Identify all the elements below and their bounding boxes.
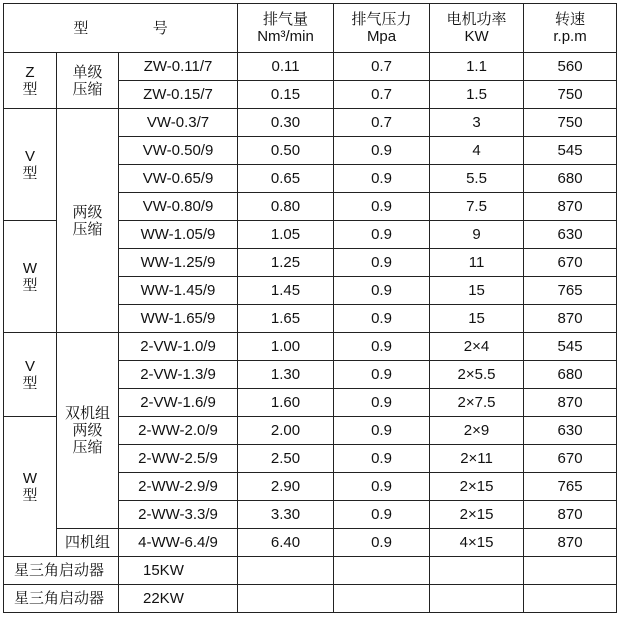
cell-model: 4-WW-6.4/9 [119,529,238,557]
cell-model: WW-1.05/9 [119,221,238,249]
cell-pressure: 0.7 [334,81,430,109]
header-row [4,4,617,53]
cell-pressure: 0.9 [334,165,430,193]
header-speed-line1: 转速 [555,11,586,28]
cell-displacement: 1.00 [238,333,334,361]
starter-power: 15KW [119,557,238,585]
cell-speed: 680 [524,165,617,193]
group-w-type-line1: W [22,259,38,277]
empty-cell [524,557,617,585]
header-type-label: 型 [73,19,89,37]
cell-model: VW-0.50/9 [119,137,238,165]
group-dual-two-stage-line1: 双机组 [64,405,110,422]
table-row [4,109,617,137]
group-v-type [4,109,57,221]
cell-power: 1.1 [430,53,524,81]
cell-speed: 560 [524,53,617,81]
cell-displacement: 0.11 [238,53,334,81]
starter-row [4,585,617,613]
group-dual-two-stage-line3: 压缩 [72,439,103,456]
empty-cell [238,557,334,585]
header-pressure-unit: Mpa [366,28,397,45]
cell-model: WW-1.65/9 [119,305,238,333]
header-power-unit: KW [464,28,489,45]
cell-displacement: 1.05 [238,221,334,249]
group-v-dual-type-line1: V [24,357,35,375]
group-w-dual-type [4,417,57,557]
group-w-type-line2: 型 [22,276,38,294]
cell-pressure: 0.9 [334,501,430,529]
cell-speed: 670 [524,249,617,277]
cell-power: 9 [430,221,524,249]
cell-pressure: 0.7 [334,53,430,81]
cell-model: 2-WW-2.5/9 [119,445,238,473]
cell-pressure: 0.9 [334,333,430,361]
cell-speed: 750 [524,109,617,137]
table-row [4,333,617,361]
cell-pressure: 0.9 [334,305,430,333]
cell-model: 2-VW-1.0/9 [119,333,238,361]
cell-power: 2×5.5 [430,361,524,389]
compressor-spec-table [3,3,617,613]
header-speed-unit: r.p.m [553,28,587,45]
cell-pressure: 0.9 [334,361,430,389]
empty-cell [238,585,334,613]
starter-row [4,557,617,585]
cell-model: 2-WW-2.0/9 [119,417,238,445]
cell-model: 2-VW-1.3/9 [119,361,238,389]
empty-cell [334,585,430,613]
cell-model: 2-VW-1.6/9 [119,389,238,417]
cell-speed: 870 [524,389,617,417]
starter-label: 星三角启动器 [4,557,119,585]
cell-displacement: 0.80 [238,193,334,221]
table-row [4,529,617,557]
cell-displacement: 1.65 [238,305,334,333]
cell-speed: 545 [524,137,617,165]
group-w-type [4,221,57,333]
header-displacement [238,4,334,53]
cell-model: VW-0.3/7 [119,109,238,137]
cell-displacement: 0.15 [238,81,334,109]
group-v-dual-type-line2: 型 [22,374,38,392]
group-z-type-line2: 型 [22,80,38,98]
cell-displacement: 2.90 [238,473,334,501]
empty-cell [524,585,617,613]
header-power-line1: 电机功率 [446,11,507,28]
empty-cell [430,557,524,585]
group-v-type-line1: V [24,147,35,165]
cell-displacement: 0.65 [238,165,334,193]
cell-speed: 870 [524,529,617,557]
group-two-stage [57,109,119,333]
cell-pressure: 0.9 [334,445,430,473]
cell-speed: 630 [524,417,617,445]
cell-pressure: 0.9 [334,193,430,221]
cell-model: WW-1.25/9 [119,249,238,277]
cell-power: 2×15 [430,473,524,501]
cell-model: ZW-0.15/7 [119,81,238,109]
empty-cell [430,585,524,613]
cell-power: 4×15 [430,529,524,557]
cell-displacement: 1.60 [238,389,334,417]
cell-model: 2-WW-3.3/9 [119,501,238,529]
cell-displacement: 1.30 [238,361,334,389]
header-model-label: 号 [152,19,168,37]
group-quad: 四机组 [57,529,119,557]
cell-speed: 870 [524,193,617,221]
group-single-stage-line2: 压缩 [72,80,103,98]
group-dual-two-stage [57,333,119,529]
cell-speed: 765 [524,277,617,305]
empty-cell [334,557,430,585]
cell-displacement: 0.30 [238,109,334,137]
cell-speed: 630 [524,221,617,249]
cell-speed: 750 [524,81,617,109]
cell-power: 2×4 [430,333,524,361]
cell-speed: 870 [524,501,617,529]
cell-model: ZW-0.11/7 [119,53,238,81]
cell-model: VW-0.80/9 [119,193,238,221]
starter-power: 22KW [119,585,238,613]
cell-speed: 680 [524,361,617,389]
cell-pressure: 0.9 [334,137,430,165]
table-row [4,53,617,81]
cell-displacement: 2.00 [238,417,334,445]
cell-displacement: 1.25 [238,249,334,277]
cell-power: 2×15 [430,501,524,529]
cell-power: 4 [430,137,524,165]
cell-power: 7.5 [430,193,524,221]
group-single-stage [57,53,119,109]
cell-model: WW-1.45/9 [119,277,238,305]
header-displacement-line1: 排气量 [263,11,309,28]
cell-power: 2×7.5 [430,389,524,417]
header-displacement-unit: Nm³/min [257,28,314,45]
cell-pressure: 0.9 [334,473,430,501]
cell-pressure: 0.9 [334,389,430,417]
group-two-stage-line2: 压缩 [72,220,103,238]
cell-power: 3 [430,109,524,137]
cell-pressure: 0.9 [334,417,430,445]
cell-pressure: 0.7 [334,109,430,137]
cell-speed: 870 [524,305,617,333]
header-speed [524,4,617,53]
cell-power: 5.5 [430,165,524,193]
cell-pressure: 0.9 [334,529,430,557]
group-v-type-line2: 型 [22,164,38,182]
cell-displacement: 2.50 [238,445,334,473]
group-z-type-line1: Z [25,63,35,81]
starter-label: 星三角启动器 [4,585,119,613]
cell-model: VW-0.65/9 [119,165,238,193]
cell-pressure: 0.9 [334,221,430,249]
header-pressure [334,4,430,53]
header-pressure-line1: 排气压力 [351,11,412,28]
cell-speed: 765 [524,473,617,501]
cell-displacement: 6.40 [238,529,334,557]
group-w-dual-type-line1: W [22,469,38,487]
cell-displacement: 3.30 [238,501,334,529]
group-v-dual-type [4,333,57,417]
cell-speed: 670 [524,445,617,473]
cell-pressure: 0.9 [334,277,430,305]
cell-power: 15 [430,277,524,305]
cell-pressure: 0.9 [334,249,430,277]
header-power [430,4,524,53]
cell-power: 15 [430,305,524,333]
cell-displacement: 1.45 [238,277,334,305]
group-single-stage-line1: 单级 [72,63,103,81]
header-type-model [4,4,238,53]
group-two-stage-line1: 两级 [72,203,103,221]
group-dual-two-stage-line2: 两级 [72,422,103,439]
cell-speed: 545 [524,333,617,361]
group-w-dual-type-line2: 型 [22,486,38,504]
cell-model: 2-WW-2.9/9 [119,473,238,501]
cell-power: 2×9 [430,417,524,445]
group-z-type [4,53,57,109]
cell-power: 11 [430,249,524,277]
cell-power: 2×11 [430,445,524,473]
cell-power: 1.5 [430,81,524,109]
cell-displacement: 0.50 [238,137,334,165]
